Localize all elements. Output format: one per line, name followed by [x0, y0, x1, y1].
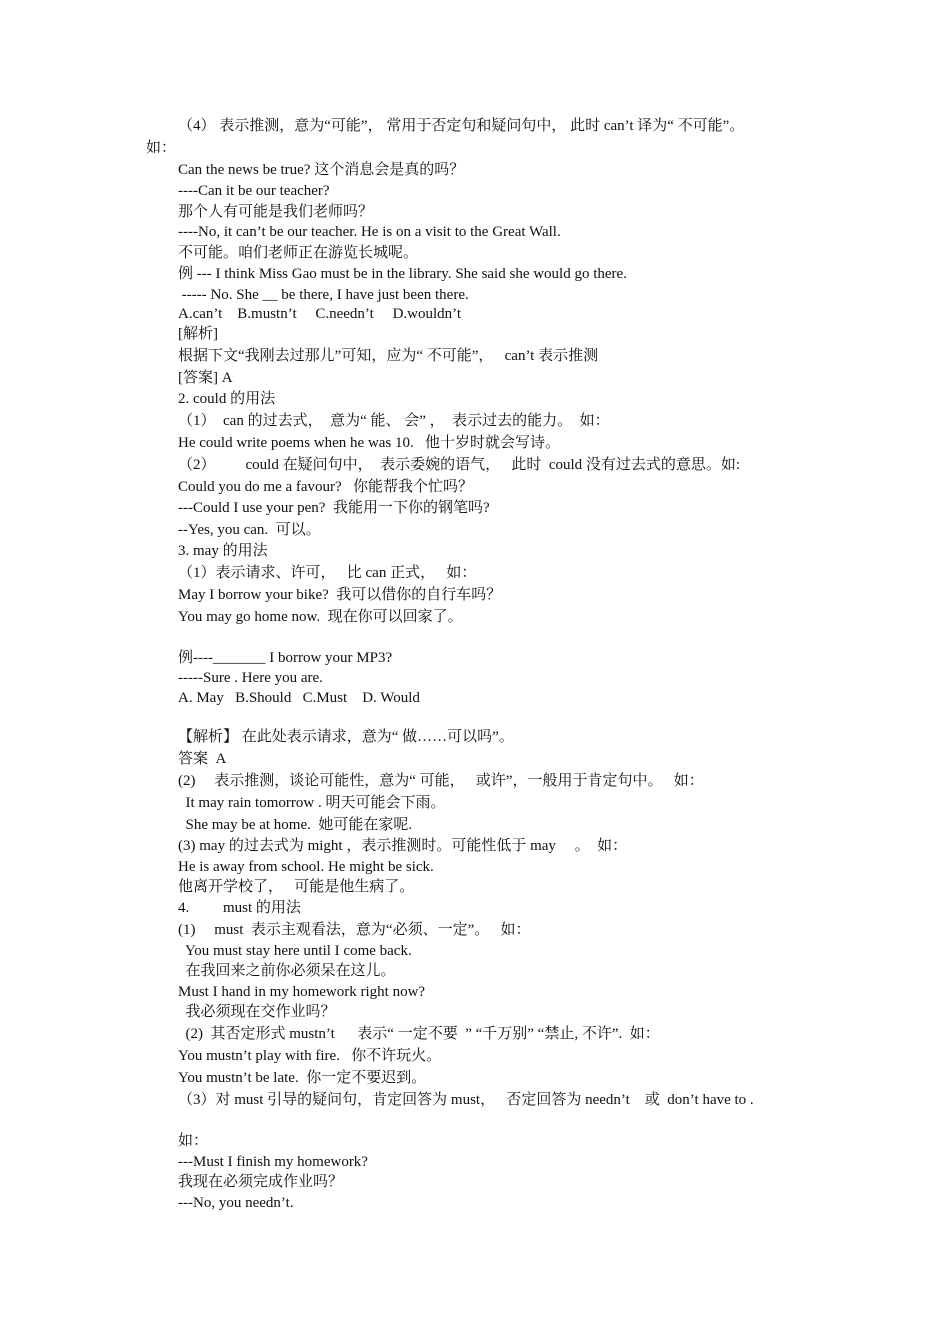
text-line: ---Could I use your pen? 我能用一下你的钢笔吗? [178, 500, 490, 516]
text-line: （3）对 must 引导的疑问句，肯定回答为 must， 否定回答为 needn’t 或 don’t have to . [178, 1092, 754, 1108]
text-line: --Yes, you can. 可以。 [178, 522, 321, 538]
text-line: （1） can 的过去式， 意为“ 能、 会” ， 表示过去的能力。 如： [178, 413, 610, 429]
text-line: (1) must 表示主观看法，意为“必须、一定”。 如： [178, 922, 531, 938]
text-line: 他离开学校了， 可能是他生病了。 [178, 879, 415, 895]
text-line: It may rain tomorrow . 明天可能会下雨。 [178, 795, 446, 811]
text-line: May I borrow your bike? 我可以借你的自行车吗？ [178, 587, 502, 603]
text-line: 根据下文“我刚去过那儿”可知，应为“ 不可能”， can’t 表示推测 [178, 348, 599, 364]
text-line: 不可能。咱们老师正在游览长城呢。 [178, 245, 419, 261]
text-line: [解析] [178, 326, 218, 342]
text-line: （4） 表示推测，意为“可能”， 常用于否定句和疑问句中， 此时 can’t 译为“ 不可能”。 [178, 118, 745, 134]
text-line: She may be at home. 她可能在家呢. [178, 817, 413, 833]
text-line: [答案] A [178, 370, 233, 386]
text-line: You mustn’t be late. 你一定不要迟到。 [178, 1070, 427, 1086]
text-line: 例----_______ I borrow your MP3? [178, 650, 393, 666]
text-line: 答案 A [178, 751, 227, 767]
text-line: （2） could 在疑问句中， 表示委婉的语气， 此时 could 没有过去式的意思。如: [178, 457, 741, 473]
text-line: ---Must I finish my homework? [178, 1154, 368, 1170]
section-heading: 3. may 的用法 [178, 543, 268, 559]
text-line: 那个人有可能是我们老师吗？ [178, 204, 374, 220]
text-line: He could write poems when he was 10. 他十岁时就会写诗。 [178, 435, 561, 451]
section-heading: 2. could 的用法 [178, 391, 276, 407]
text-line: -----Sure . Here you are. [178, 670, 323, 686]
text-line: (2) 表示推测，谈论可能性，意为“ 可能， 或许”，一般用于肯定句中。 如： [178, 773, 704, 789]
text-line: (2) 其否定形式 mustn’t 表示“ 一定不要 ” “千万别” “禁止, 不许”. 如： [178, 1026, 660, 1042]
text-line: Could you do me a favour? 你能帮我个忙吗？ [178, 479, 473, 495]
text-line: （1）表示请求、许可， 比 can 正式， 如： [178, 565, 477, 581]
text-line: 如： [146, 140, 177, 156]
text-line: You must stay here until I come back. [178, 943, 412, 959]
text-line: (3) may 的过去式为 might ，表示推测时。可能性低于 may 。 如： [178, 838, 628, 854]
text-line: 我必须现在交作业吗？ [178, 1004, 336, 1020]
text-line: You may go home now. 现在你可以回家了。 [178, 609, 463, 625]
text-line: He is away from school. He might be sick. [178, 859, 434, 875]
text-line: ----No, it can’t be our teacher. He is on a visit to the Great Wall. [178, 224, 561, 240]
text-line: You mustn’t play with fire. 你不许玩火。 [178, 1048, 442, 1064]
text-line: ---No, you needn’t. [178, 1195, 294, 1211]
text-line: Must I hand in my homework right now? [178, 984, 426, 1000]
text-line: 【解析】 在此处表示请求，意为“ 做……可以吗”。 [178, 729, 514, 745]
text-line: 例 --- I think Miss Gao must be in the library. She said she would go there. [178, 266, 627, 282]
text-line: Can the news be true? 这个消息会是真的吗？ [178, 162, 465, 178]
text-line: 如： [178, 1133, 209, 1149]
text-line: ----Can it be our teacher? [178, 183, 330, 199]
text-line: A. May B.Should C.Must D. Would [178, 690, 420, 706]
text-line: A.can’t B.mustn’t C.needn’t D.wouldn’t [178, 306, 462, 322]
text-line: ----- No. She __ be there, I have just been there. [178, 287, 469, 303]
text-line: 我现在必须完成作业吗？ [178, 1174, 344, 1190]
section-heading: 4. must 的用法 [178, 900, 301, 916]
text-line: 在我回来之前你必须呆在这儿。 [178, 963, 396, 979]
